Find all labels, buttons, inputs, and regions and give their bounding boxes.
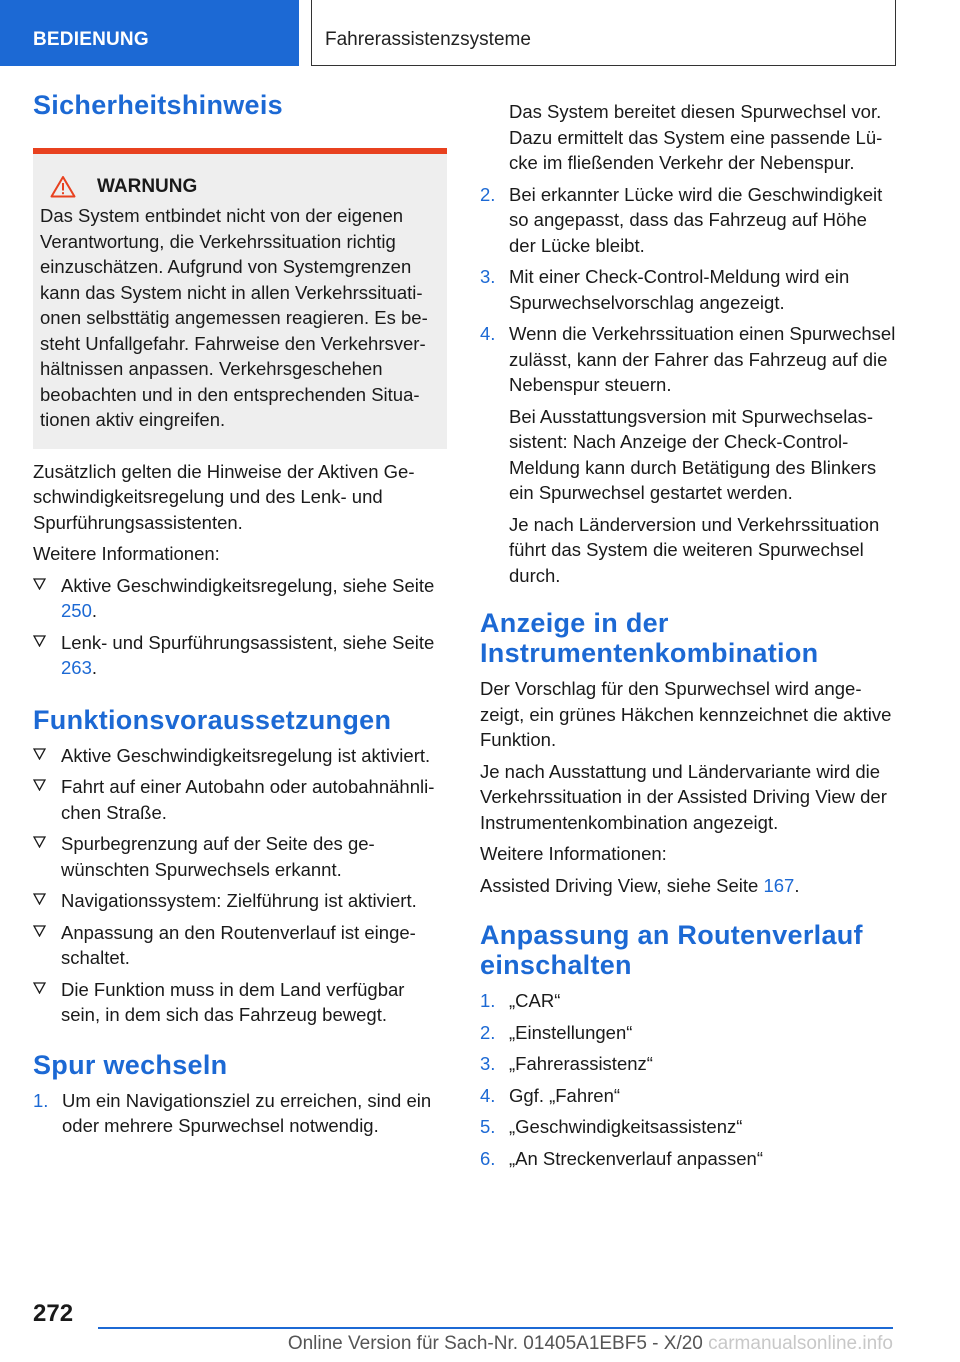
page-link-263[interactable]: 263 xyxy=(61,657,92,678)
step-number: 4. xyxy=(480,1084,496,1106)
prerequisite-text: Aktive Geschwindigkeitsregelung ist aktiviert. xyxy=(61,744,431,766)
display-paragraph: Je nach Ausstattung und Ländervariante wird die Verkehrssituation in der Assisted Driving View der Instrumentenkombination angezeigt. xyxy=(480,760,887,833)
warning-triangle-icon xyxy=(50,175,76,198)
warning-label: WARNUNG xyxy=(97,176,198,197)
list-item xyxy=(33,920,447,971)
more-info-label: Weitere Informationen: xyxy=(33,543,220,564)
prerequisite-text: Anpassung an den Routenverlauf ist eingeschaltet. xyxy=(61,921,416,968)
list-item xyxy=(480,1083,898,1109)
display-reference xyxy=(480,873,898,899)
warning-text: Das System entbindet nicht von der eigenen Verantwortung, die Verkehrssituation richtig einzuschätzen. Aufgrund von Systemgrenzen kann das System nicht in allen Verkehrssituationen selbsttätig angemessen reagieren. Es besteht Unfallgefahr. Fahrweise den Verkehrsverhältnissen anpassen. Verkehrsgeschehen beobachten und in den entsprechenden Situationen aktiv eingreifen. xyxy=(40,205,428,430)
list-item xyxy=(33,743,447,769)
triangle-bullet-icon xyxy=(33,836,46,848)
heading-prerequisites: Funktionsvoraussetzungen xyxy=(33,704,392,735)
heading-safety: Sicherheitshinweis xyxy=(33,90,283,120)
prerequisites-list xyxy=(33,743,447,1028)
lane-change-steps xyxy=(33,1088,447,1139)
list-item xyxy=(480,99,898,176)
step-text: Wenn die Verkehrssituation einen Spurwechsel zulässt, kann der Fahrer das Fahrzeug auf die Nebenspur steuern. xyxy=(509,323,896,395)
step-text: Um ein Navigationsziel zu erreichen, sind ein oder mehrere Spurwechsel notwendig. xyxy=(62,1089,432,1136)
right-column xyxy=(480,99,898,1177)
warning-title xyxy=(40,174,441,199)
triangle-bullet-icon xyxy=(33,578,46,590)
reference-text: Aktive Geschwindigkeitsregelung, siehe Seite xyxy=(61,574,435,596)
watermark: carmanualsonline.info xyxy=(708,1333,893,1354)
triangle-bullet-icon xyxy=(33,635,46,647)
reference-suffix: . xyxy=(794,874,800,896)
list-item xyxy=(480,1114,898,1140)
step-text: „Einstellungen“ xyxy=(509,1021,633,1043)
list-item xyxy=(480,182,898,259)
additional-notes: Zusätzlich gelten die Hinweise der Aktiven Geschwindigkeitsregelung und des Lenk- und Spurführungsassistenten. xyxy=(33,460,415,533)
list-item xyxy=(480,264,898,315)
more-info-label: Weitere Informationen: xyxy=(480,843,667,864)
page-header xyxy=(0,0,960,66)
step-number: 5. xyxy=(480,1116,496,1137)
list-item xyxy=(480,321,898,588)
list-item xyxy=(33,831,447,882)
list-item xyxy=(33,1088,447,1139)
list-item xyxy=(33,630,447,681)
triangle-bullet-icon xyxy=(33,982,46,994)
triangle-bullet-icon xyxy=(33,893,46,905)
step-number: 3. xyxy=(480,266,496,287)
step-note: Bei Ausstattungsversion mit Spurwechselassistent: Nach Anzeige der Check-Control-Meldung kann durch Betätigung des Blinkers ein Spurwechsel gestartet werden. xyxy=(509,405,877,503)
list-item xyxy=(33,573,447,624)
heading-lane-change: Spur wechseln xyxy=(33,1049,228,1080)
left-column xyxy=(33,90,447,1145)
page-link-250[interactable]: 250 xyxy=(61,600,92,621)
warning-box xyxy=(33,148,447,449)
step-number: 2. xyxy=(480,183,496,205)
list-item xyxy=(33,888,447,914)
triangle-bullet-icon xyxy=(33,748,46,760)
footer-online-version xyxy=(0,1333,893,1355)
heading-display: Anzeige in der Instrumentenkombination xyxy=(480,608,819,668)
prerequisite-text: Navigationssystem: Zielführung ist aktiviert. xyxy=(61,890,417,911)
lane-change-steps-continued xyxy=(480,99,898,588)
prerequisite-text: Die Funktion muss in dem Land verfügbar sein, in dem sich das Fahrzeug bewegt. xyxy=(61,978,405,1025)
step-text: „Geschwindigkeitsassistenz“ xyxy=(509,1116,743,1137)
list-item xyxy=(480,1146,898,1172)
reference-list xyxy=(33,573,447,681)
route-adapt-steps xyxy=(480,988,898,1171)
step-number: 3. xyxy=(480,1053,496,1074)
display-paragraph: Der Vorschlag für den Spurwechsel wird angezeigt, ein grünes Häkchen kennzeichnet die aktive Funktion. xyxy=(480,678,892,750)
step-text: „Fahrerassistenz“ xyxy=(509,1053,653,1074)
reference-suffix: . xyxy=(91,600,98,621)
step-text: Ggf. „Fahren“ xyxy=(509,1084,621,1106)
step-text: „CAR“ xyxy=(509,990,561,1011)
footer-divider xyxy=(98,1327,893,1329)
reference-text: Assisted Driving View, siehe Seite xyxy=(480,874,764,896)
triangle-bullet-icon xyxy=(33,779,46,791)
section-tab: BEDIENUNG xyxy=(0,0,299,66)
step-number: 1. xyxy=(480,990,496,1011)
step-number: 2. xyxy=(480,1021,496,1043)
page-link-167[interactable]: 167 xyxy=(763,874,795,896)
list-item xyxy=(33,774,447,825)
step-note: Je nach Länderversion und Verkehrssituation führt das System die weiteren Spurwechsel durch. xyxy=(509,513,880,586)
list-item xyxy=(480,1051,898,1077)
reference-text: Lenk- und Spurführungsassistent, siehe Seite xyxy=(61,631,435,653)
prerequisite-text: Fahrt auf einer Autobahn oder autobahnähnlichen Straße. xyxy=(61,776,435,823)
page-number: 272 xyxy=(33,1300,74,1327)
step-number: 6. xyxy=(480,1147,496,1169)
list-item xyxy=(480,1020,898,1046)
chapter-title: Fahrerassistenzsysteme xyxy=(311,0,896,66)
triangle-bullet-icon xyxy=(33,925,46,937)
heading-route-adapt: Anpassung an Routenverlauf einschalten xyxy=(480,920,863,980)
step-text: Mit einer Check-Control-Meldung wird ein Spurwechselvorschlag angezeigt. xyxy=(509,266,850,313)
list-item xyxy=(480,988,898,1014)
step-number: 1. xyxy=(33,1089,49,1111)
step-text: Bei erkannter Lücke wird die Geschwindigkeit so angepasst, dass das Fahrzeug auf Höhe der Lücke bleibt. xyxy=(509,183,883,256)
list-item xyxy=(33,977,447,1028)
step-number: 4. xyxy=(480,323,496,344)
prerequisite-text: Spurbegrenzung auf der Seite des gewünschten Spurwechsels erkannt. xyxy=(61,833,375,880)
step-text: „An Streckenverlauf anpassen“ xyxy=(509,1147,763,1169)
step-text: Das System bereitet diesen Spurwechsel vor. Dazu ermittelt das System eine passende Lücke im fließenden Verkehr der Nebenspur. xyxy=(509,101,883,173)
reference-suffix: . xyxy=(91,657,98,678)
online-version-text: Online Version für Sach-Nr. 01405A1EBF5 - X/20 xyxy=(287,1333,703,1354)
